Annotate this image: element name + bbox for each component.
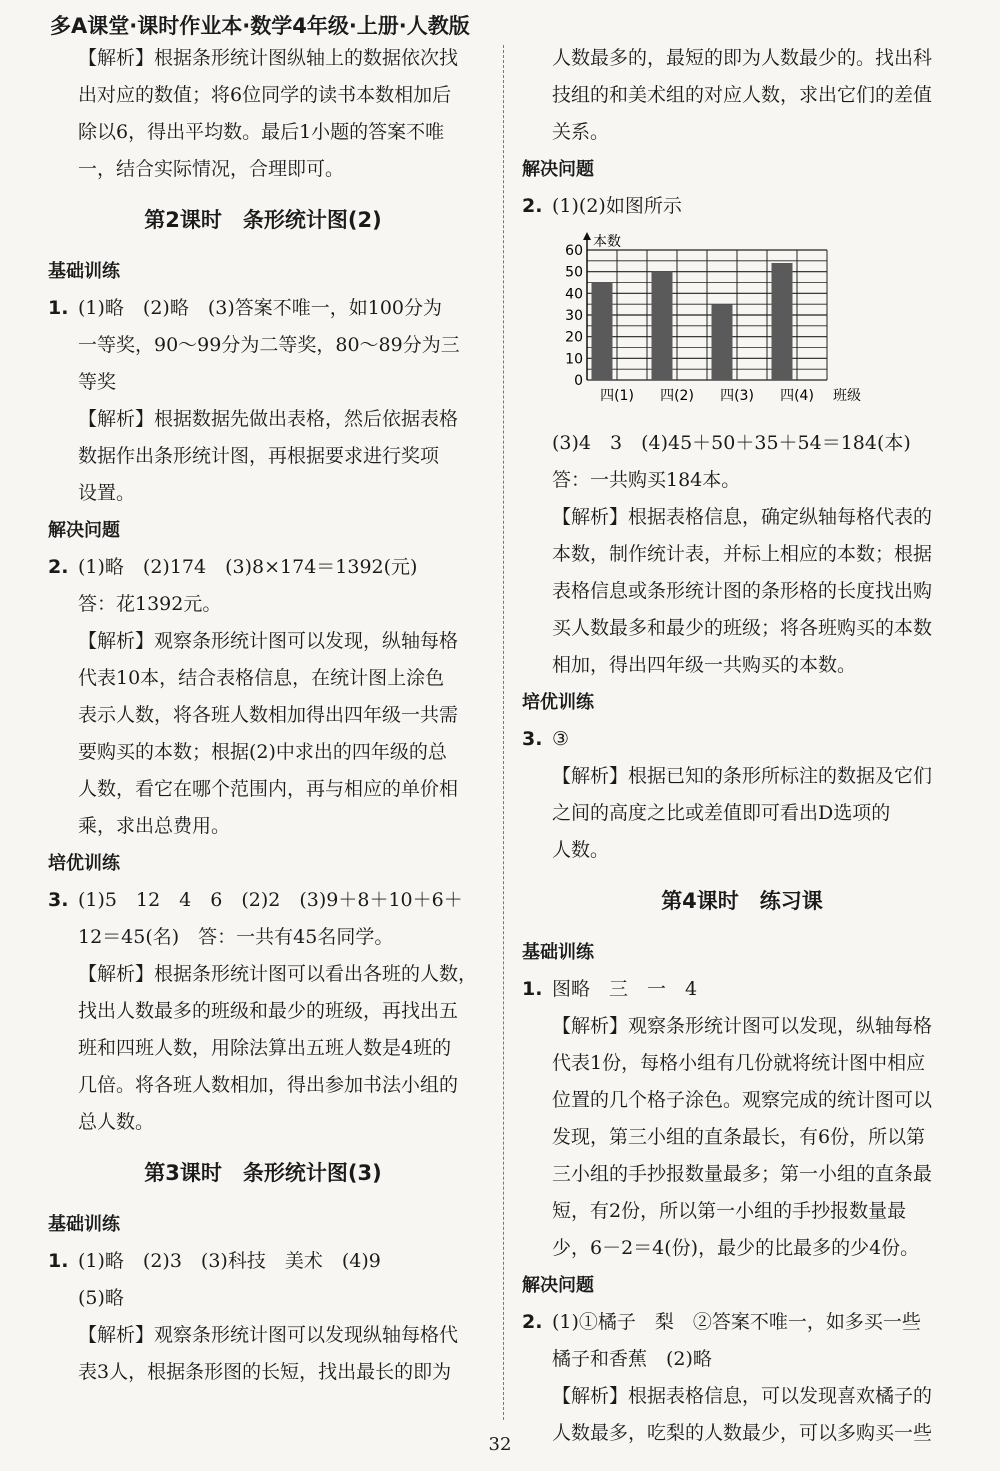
text-line: 一，结合实际情况，合理即可。 (78, 158, 345, 180)
analysis-line: 买人数最多和最少的班级；将各班购买的本数 (552, 617, 933, 639)
answer-line: (1)略 (2)174 (3)8×174＝1392(元) (78, 556, 418, 578)
analysis-line: 位置的几个格子涂色。观察完成的统计图可以 (552, 1089, 933, 1111)
left-column (48, 40, 478, 1391)
bar (592, 283, 613, 381)
analysis-line: 【解析】根据条形统计图可以看出各班的人数， (78, 963, 478, 985)
question-3-right (522, 721, 962, 869)
question-number: 1. (522, 978, 543, 1000)
answer-line: 橘子和香蕉 (2)略 (552, 1348, 712, 1370)
y-tick-label: 0 (574, 373, 583, 389)
answer-line: 答：花1392元。 (78, 593, 222, 615)
lesson-2-title: 第2课时 条形统计图(2) (144, 208, 382, 232)
analysis-line: 【解析】观察条形统计图可以发现，纵轴每格 (78, 630, 459, 652)
answer-line: 等奖 (78, 371, 117, 393)
question-number: 2. (48, 556, 69, 578)
answer-line: (5)略 (78, 1287, 124, 1309)
bar (652, 272, 673, 380)
y-tick-label: 40 (565, 286, 583, 303)
question-2-right-cont (522, 425, 962, 684)
text-line: 技组的和美术组的对应人数，求出它们的差值 (552, 84, 933, 106)
x-tick-label: 四(4) (780, 388, 814, 404)
analysis-line: 乘，求出总费用。 (78, 815, 231, 837)
question-number: 3. (48, 889, 69, 911)
bar-chart (552, 225, 882, 425)
x-tick-label: 四(3) (720, 388, 754, 404)
text-line: 除以6，得出平均数。最后1小题的答案不唯 (78, 121, 445, 143)
question-number: 2. (522, 1311, 543, 1333)
bar (712, 304, 733, 380)
y-axis-arrow (583, 232, 591, 240)
question-number: 2. (522, 195, 543, 217)
y-tick-label: 20 (565, 329, 583, 346)
lesson-4-title: 第4课时 练习课 (661, 889, 823, 913)
answer-line: (1)①橘子 梨 ②答案不唯一，如多买一些 (552, 1311, 921, 1333)
answer-line: (1)5 12 4 6 (2)2 (3)9＋8＋10＋6＋ (78, 889, 463, 911)
analysis-line: 发现，第三小组的直条最长，有6份，所以第 (552, 1126, 926, 1148)
subheading-jichu: 基础训练 (522, 942, 594, 963)
question-number: 1. (48, 297, 69, 319)
question-1b (48, 1243, 478, 1391)
x-axis-label: 班级 (833, 388, 861, 404)
analysis-line: 表3人，根据条形图的长短，找出最长的即为 (78, 1361, 452, 1383)
y-tick-label: 30 (565, 308, 583, 324)
analysis-line: 人数。 (552, 839, 610, 861)
text-line: 人数最多的，最短的即为人数最少的。找出科 (552, 47, 933, 69)
answer-line: 一等奖，90～99分为二等奖，80～89分为三 (78, 334, 460, 356)
x-tick-label: 四(2) (660, 388, 694, 404)
analysis-line: 班和四班人数，用除法算出五班人数是4班的 (78, 1037, 452, 1059)
question-number: 1. (48, 1250, 69, 1272)
y-axis-label: 本数 (593, 234, 621, 250)
page-number: 32 (488, 1434, 512, 1455)
analysis-line: 少，6－2＝4(份)，最少的比最多的少4份。 (552, 1237, 920, 1259)
analysis-line: 相加，得出四年级一共购买的本数。 (552, 654, 857, 676)
answer-line: (1)(2)如图所示 (552, 195, 682, 217)
question-2 (48, 549, 478, 845)
analysis-line: 代表1份，每格小组有几份就将统计图中相应 (552, 1052, 926, 1074)
analysis-line: 【解析】根据表格信息，可以发现喜欢橘子的 (552, 1385, 933, 1407)
answer-line: (1)略 (2)3 (3)科技 美术 (4)9 (78, 1250, 381, 1272)
analysis-line: 人数，看它在哪个范围内，再与相应的单价相 (78, 778, 459, 800)
y-tick-label: 60 (565, 243, 583, 259)
analysis-line: 总人数。 (78, 1111, 155, 1133)
analysis-line: 【解析】根据已知的条形所标注的数据及它们 (552, 765, 933, 787)
question-3 (48, 882, 478, 1141)
y-tick-label: 50 (565, 264, 583, 281)
subheading-jichu: 基础训练 (48, 261, 120, 282)
analysis-line: 找出人数最多的班级和最少的班级，再找出五 (78, 1000, 459, 1022)
analysis-line: 表格信息或条形统计图的条形格的长度找出购 (552, 580, 933, 602)
analysis-line: 设置。 (78, 482, 136, 504)
lesson-3-title: 第3课时 条形统计图(3) (144, 1161, 382, 1185)
column-divider (503, 45, 504, 1420)
question-1-right (522, 971, 962, 1267)
question-number: 3. (522, 728, 543, 750)
analysis-line: 代表10本，结合表格信息，在统计图上涂色 (78, 667, 445, 689)
right-column (522, 40, 962, 1452)
question-2b-right (522, 1304, 962, 1452)
intro-analysis (48, 40, 478, 188)
page-header: 多A课堂·课时作业本·数学4年级·上册·人教版 (50, 14, 470, 38)
answer-line: (1)略 (2)略 (3)答案不唯一，如100分为 (78, 297, 443, 319)
analysis-line: 【解析】观察条形统计图可以发现纵轴每格代 (78, 1324, 459, 1346)
analysis-line: 【解析】根据表格信息，确定纵轴每格代表的 (552, 506, 933, 528)
y-tick-label: 10 (565, 351, 583, 368)
analysis-line: 要购买的本数；根据(2)中求出的四年级的总 (78, 741, 447, 763)
text-line: 出对应的数值；将6位同学的读书本数相加后 (78, 84, 452, 106)
analysis-line: 之间的高度之比或差值即可看出D选项的 (552, 802, 891, 824)
subheading-jichu-2: 基础训练 (48, 1214, 120, 1235)
analysis-line: 【解析】根据数据先做出表格，然后依据表格 (78, 408, 459, 430)
analysis-line: 表示人数，将各班人数相加得出四年级一共需 (78, 704, 459, 726)
text-line: 【解析】根据条形统计图纵轴上的数据依次找 (78, 47, 459, 69)
answer-line: 12＝45(名) 答：一共有45名同学。 (78, 926, 394, 948)
answer-line: 图略 三 一 4 (552, 978, 698, 1000)
continued-analysis (522, 40, 962, 151)
analysis-line: 【解析】观察条形统计图可以发现，纵轴每格 (552, 1015, 933, 1037)
subheading-jiejue: 解决问题 (48, 520, 120, 541)
answer-line: 答：一共购买184本。 (552, 469, 741, 491)
analysis-line: 数据作出条形统计图，再根据要求进行奖项 (78, 445, 440, 467)
analysis-line: 本数，制作统计表，并标上相应的本数；根据 (552, 543, 933, 565)
analysis-line: 几倍。将各班人数相加，得出参加书法小组的 (78, 1074, 459, 1096)
subheading-peiyou: 培优训练 (522, 692, 594, 713)
bar-chart-container (552, 225, 962, 425)
subheading-peiyou: 培优训练 (48, 853, 120, 874)
answer-line: (3)4 3 (4)45＋50＋35＋54＝184(本) (552, 432, 911, 454)
bar (772, 263, 793, 380)
analysis-line: 三小组的手抄报数量最多；第一小组的直条最 (552, 1163, 933, 1185)
subheading-jiejue-2: 解决问题 (522, 1275, 594, 1296)
question-2-right (522, 188, 962, 225)
answer-line: ③ (552, 728, 570, 750)
text-line: 关系。 (552, 121, 610, 143)
subheading-jiejue: 解决问题 (522, 159, 594, 180)
x-tick-label: 四(1) (600, 388, 634, 404)
analysis-line: 人数最多，吃梨的人数最少，可以多购买一些 (552, 1422, 933, 1444)
analysis-line: 短，有2份，所以第一小组的手抄报数量最 (552, 1200, 907, 1222)
question-1 (48, 290, 478, 512)
